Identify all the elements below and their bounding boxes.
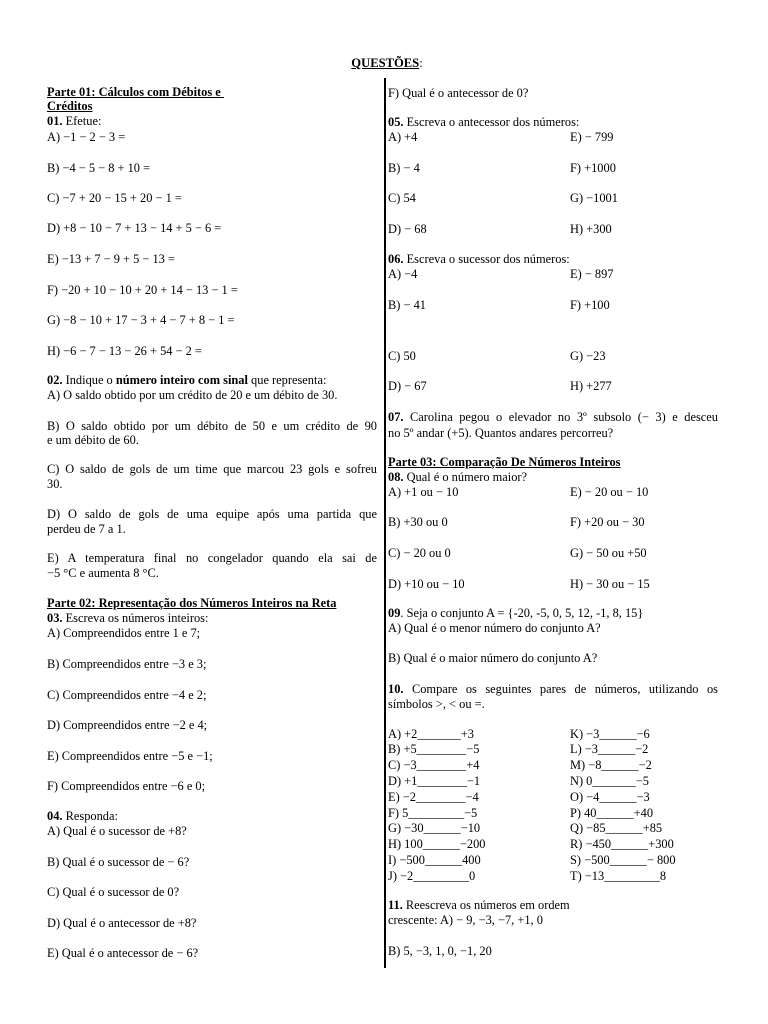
q02-item-a: A) O saldo obtido por um crédito de 20 e um débito de 30.	[47, 388, 338, 402]
q05-item-a: A) +4	[388, 130, 418, 144]
part1-heading-cont: Créditos	[47, 99, 93, 113]
q06-item-e: E) − 897	[570, 267, 614, 281]
q04-item-a: A) Qual é o sucessor de +8?	[47, 824, 187, 838]
q10-item-i: I) −500______400	[388, 853, 481, 867]
q04-item-d: D) Qual é o antecessor de +8?	[47, 916, 197, 930]
q05-item-d: D) − 68	[388, 222, 427, 236]
q10-item-p: P) 40______+40	[570, 806, 654, 820]
q03-item-b: B) Compreendidos entre −3 e 3;	[47, 657, 207, 671]
q05-item-e: E) − 799	[570, 130, 614, 144]
q02-item-c-cont: 30.	[47, 477, 63, 491]
q02-item-e-cont: −5 °C e aumenta 8 °C.	[47, 566, 159, 580]
question-07-cont: no 5º andar (+5). Quantos andares percorreu?	[388, 426, 614, 440]
question-08: 08. Qual é o número maior?	[388, 470, 528, 484]
question-01: 01. Efetue:	[47, 114, 102, 128]
q08-item-b: B) +30 ou 0	[388, 515, 448, 529]
q01-item-b: B) −4 − 5 − 8 + 10 =	[47, 161, 151, 175]
question-11: 11. Reescreva os números em ordem	[388, 898, 570, 912]
q03-item-d: D) Compreendidos entre −2 e 4;	[47, 718, 208, 732]
q10-item-c: C) −3________+4	[388, 758, 480, 772]
q09-item-a: A) Qual é o menor número do conjunto A?	[388, 621, 601, 635]
q06-item-f: F) +100	[570, 298, 610, 312]
q08-item-d: D) +10 ou − 10	[388, 577, 465, 591]
q10-item-g: G) −30______−10	[388, 821, 481, 835]
q10-item-n: N) 0_______−5	[570, 774, 649, 788]
q02-item-d: D) O saldo de gols de uma equipe após uma partida que	[47, 507, 377, 521]
q05-item-h: H) +300	[570, 222, 612, 236]
q01-item-e: E) −13 + 7 − 9 + 5 − 13 =	[47, 252, 175, 266]
q10-item-k: K) −3______−6	[570, 727, 650, 741]
question-03: 03. Escreva os números inteiros:	[47, 611, 209, 625]
q04-item-f: F) Qual é o antecessor de 0?	[388, 86, 529, 100]
question-04: 04. Responda:	[47, 809, 118, 823]
part3-heading: Parte 03: Comparação De Números Inteiros	[388, 455, 621, 469]
q08-item-f: F) +20 ou − 30	[570, 515, 645, 529]
q01-item-h: H) −6 − 7 − 13 − 26 + 54 − 2 =	[47, 344, 202, 358]
q01-item-d: D) +8 − 10 − 7 + 13 − 14 + 5 − 6 =	[47, 221, 222, 235]
part1-heading: Parte 01: Cálculos com Débitos e	[47, 85, 221, 99]
q05-item-g: G) −1001	[570, 191, 618, 205]
part2-heading: Parte 02: Representação dos Números Inteiros na Reta	[47, 596, 337, 610]
q10-item-j: J) −2_________0	[388, 869, 476, 883]
q06-item-h: H) +277	[570, 379, 612, 393]
q06-item-a: A) −4	[388, 267, 418, 281]
q10-item-q: Q) −85______+85	[570, 821, 663, 835]
q02-item-b-cont: e um débito de 60.	[47, 433, 139, 447]
q11-item-a: crescente: A) − 9, −3, −7, +1, 0	[388, 913, 543, 927]
question-02: 02. Indique o número inteiro com sinal que representa:	[47, 373, 327, 387]
q10-item-a: A) +2_______+3	[388, 727, 474, 741]
q08-item-c: C) − 20 ou 0	[388, 546, 451, 560]
q10-item-b: B) +5________−5	[388, 742, 480, 756]
question-10-cont: símbolos >, < ou =.	[388, 697, 485, 711]
q10-item-o: O) −4______−3	[570, 790, 650, 804]
q10-item-f: F) 5_________−5	[388, 806, 478, 820]
q05-item-c: C) 54	[388, 191, 416, 205]
question-09: 09. Seja o conjunto A = {-20, -5, 0, 5, 12, -1, 8, 15}	[388, 606, 644, 620]
q03-item-e: E) Compreendidos entre −5 e −1;	[47, 749, 213, 763]
q02-item-c: C) O saldo de gols de um time que marcou 23 gols e sofreu	[47, 462, 377, 476]
q01-item-c: C) −7 + 20 − 15 + 20 − 1 =	[47, 191, 182, 205]
q09-item-b: B) Qual é o maior número do conjunto A?	[388, 651, 598, 665]
q02-item-e: E) A temperatura final no congelador quando ela sai de	[47, 551, 377, 565]
q01-item-g: G) −8 − 10 + 17 − 3 + 4 − 7 + 8 − 1 =	[47, 313, 235, 327]
q04-item-c: C) Qual é o sucessor de 0?	[47, 885, 180, 899]
q03-item-f: F) Compreendidos entre −6 e 0;	[47, 779, 206, 793]
q06-item-g: G) −23	[570, 349, 606, 363]
q11-item-b: B) 5, −3, 1, 0, −1, 20	[388, 944, 492, 958]
q04-item-b: B) Qual é o sucessor de − 6?	[47, 855, 190, 869]
question-10: 10. Compare os seguintes pares de números, utilizando os	[388, 682, 718, 696]
q06-item-d: D) − 67	[388, 379, 427, 393]
q05-item-b: B) − 4	[388, 161, 420, 175]
q03-item-c: C) Compreendidos entre −4 e 2;	[47, 688, 207, 702]
question-07: 07. Carolina pegou o elevador no 3º subsolo (− 3) e desceu	[388, 410, 718, 424]
column-divider	[384, 78, 386, 968]
q10-item-l: L) −3______−2	[570, 742, 649, 756]
q08-item-a: A) +1 ou − 10	[388, 485, 459, 499]
page-title: QUESTÕES:	[351, 56, 423, 70]
q10-item-m: M) −8______−2	[570, 758, 652, 772]
question-06: 06. Escreva o sucessor dos números:	[388, 252, 570, 266]
q01-item-a: A) −1 − 2 − 3 =	[47, 130, 126, 144]
q08-item-e: E) − 20 ou − 10	[570, 485, 649, 499]
q10-item-e: E) −2________−4	[388, 790, 479, 804]
q10-item-r: R) −450______+300	[570, 837, 674, 851]
question-05: 05. Escreva o antecessor dos números:	[388, 115, 580, 129]
q04-item-e: E) Qual é o antecessor de − 6?	[47, 946, 199, 960]
q08-item-h: H) − 30 ou − 15	[570, 577, 650, 591]
q06-item-c: C) 50	[388, 349, 416, 363]
q03-item-a: A) Compreendidos entre 1 e 7;	[47, 626, 201, 640]
q06-item-b: B) − 41	[388, 298, 426, 312]
q10-item-t: T) −13_________8	[570, 869, 667, 883]
q08-item-g: G) − 50 ou +50	[570, 546, 647, 560]
q01-item-f: F) −20 + 10 − 10 + 20 + 14 − 13 − 1 =	[47, 283, 238, 297]
q05-item-f: F) +1000	[570, 161, 616, 175]
q10-item-s: S) −500______− 800	[570, 853, 676, 867]
q10-item-h: H) 100______−200	[388, 837, 486, 851]
q02-item-b: B) O saldo obtido por um débito de 50 e um crédito de 90	[47, 419, 377, 433]
q10-item-d: D) +1________−1	[388, 774, 481, 788]
q02-item-d-cont: perdeu de 7 a 1.	[47, 522, 126, 536]
